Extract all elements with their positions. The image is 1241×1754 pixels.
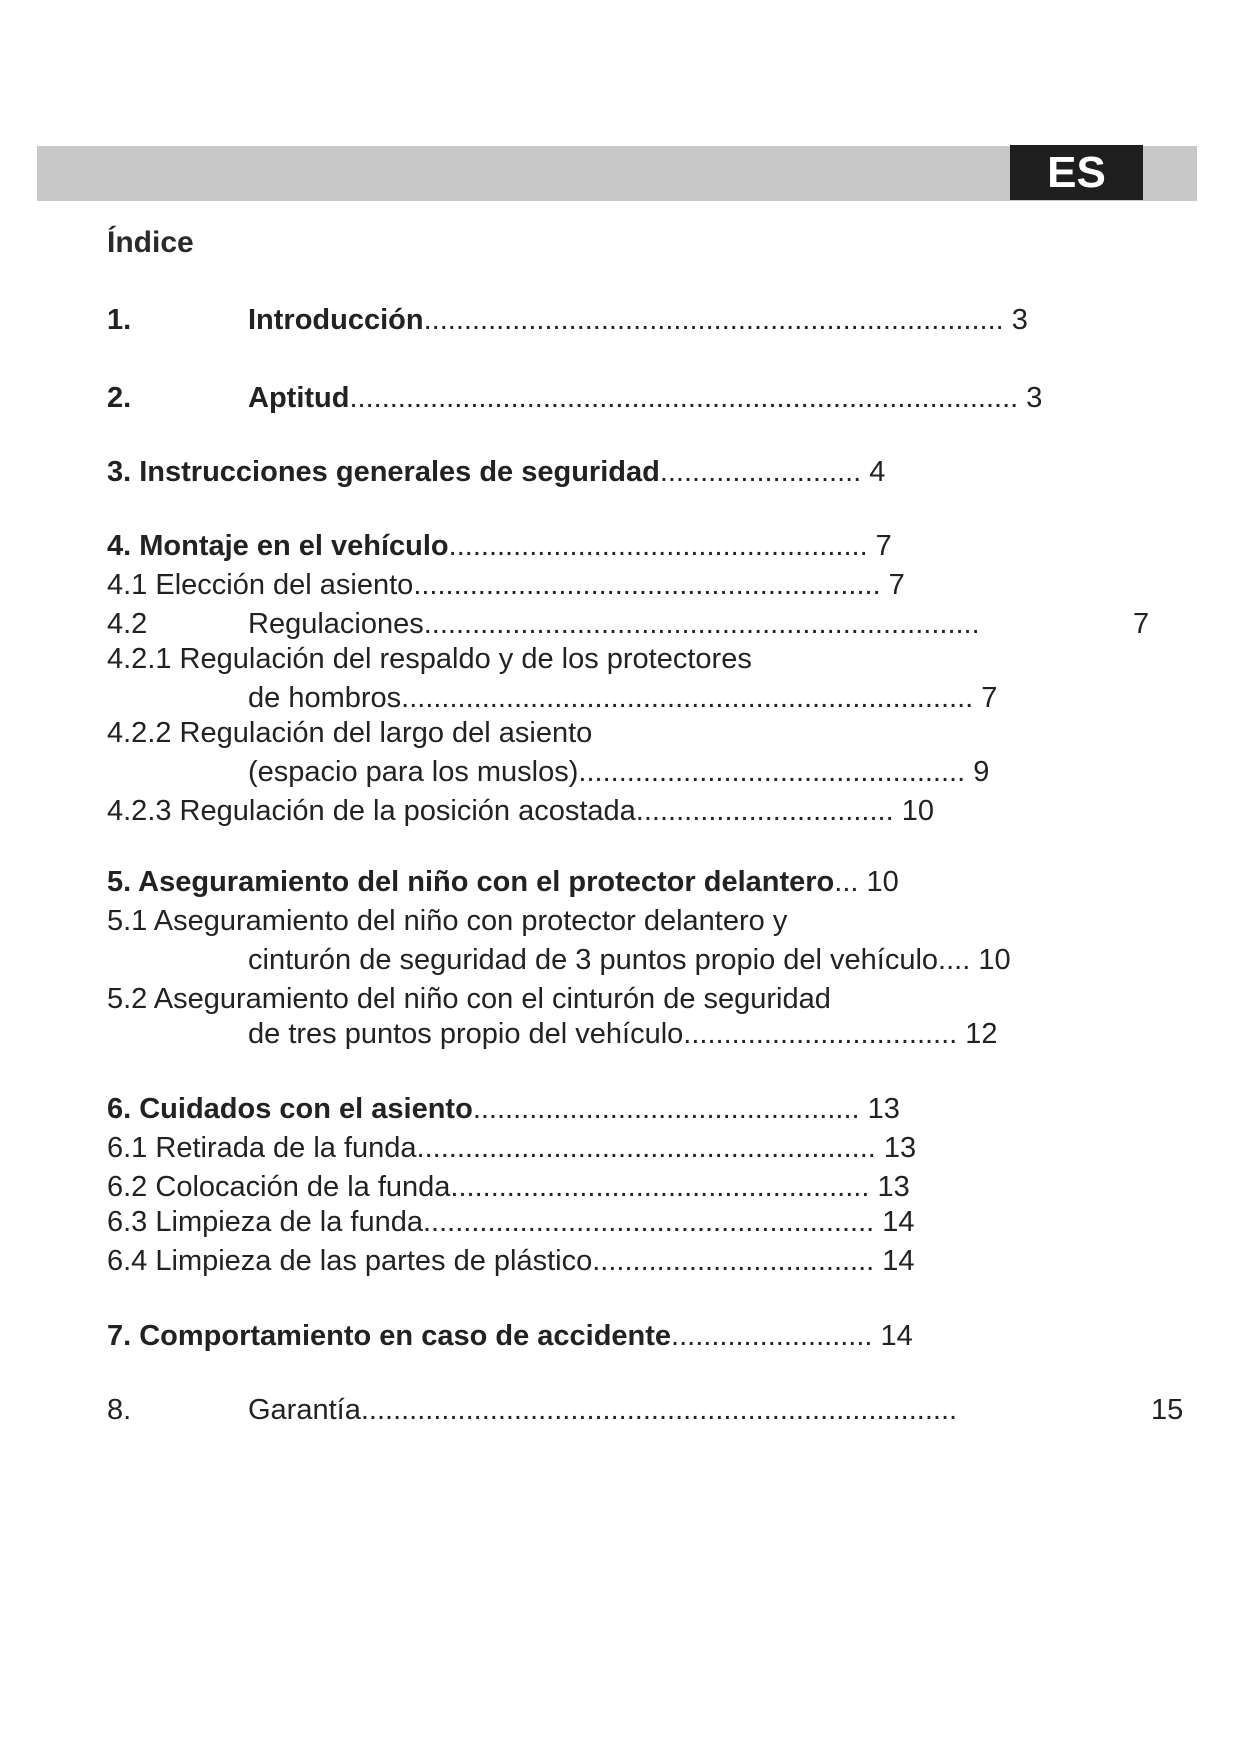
toc-entry-dots: ................................................................................... 3 (349, 382, 1043, 414)
toc-entry-dots: ................................................ 13 (472, 1093, 900, 1125)
toc-entry-aptitud[interactable] (248, 380, 1042, 416)
language-badge: ES (1010, 145, 1143, 200)
toc-entry-montaje[interactable] (107, 528, 892, 564)
toc-page-number: 7 (1133, 608, 1150, 640)
toc-number: 8. (107, 1394, 132, 1426)
toc-entry-regulacion-largo-cont[interactable]: (espacio para los muslos)................................................ 9 (248, 756, 990, 788)
toc-number: 1. (107, 304, 132, 336)
toc-entry-label: 7. Comportamiento en caso de accidente (107, 1320, 672, 1352)
toc-entry-regulacion-respaldo[interactable]: 4.2.1 Regulación del respaldo y de los protectores (107, 643, 752, 675)
toc-entry-protector-delantero[interactable]: 5.1 Aseguramiento del niño con protector delantero y (107, 905, 788, 937)
toc-entry-dots: ... 10 (834, 866, 899, 898)
toc-entry-label: 5. Aseguramiento del niño con el protector delantero (107, 866, 835, 898)
toc-entry-dots: ......................... 4 (659, 456, 886, 488)
toc-entry-dots: ........................................................................ 3 (423, 304, 1028, 336)
toc-page-number: 15 (1151, 1394, 1184, 1426)
toc-entry-regulacion-respaldo-cont[interactable]: de hombros....................................................................... 7 (248, 682, 998, 714)
toc-number: 2. (107, 382, 132, 414)
toc-entry-accidente[interactable] (107, 1318, 913, 1354)
toc-entry-aseguramiento[interactable] (107, 864, 899, 900)
toc-entry-label: 4. Montaje en el vehículo (107, 530, 449, 562)
toc-entry-regulacion-largo[interactable]: 4.2.2 Regulación del largo del asiento (107, 717, 593, 749)
toc-entry-instrucciones-seguridad[interactable] (107, 454, 885, 490)
toc-entry-eleccion-asiento[interactable]: 4.1 Elección del asiento.......................................................... 7 (107, 569, 905, 601)
toc-number: 4.2 (107, 608, 148, 640)
toc-entry-introduccion[interactable] (248, 302, 1028, 338)
toc-entry-cinturon-cont[interactable]: de tres puntos propio del vehículo.................................. 12 (248, 1018, 998, 1050)
toc-entry-limpieza-funda[interactable]: 6.3 Limpieza de la funda........................................................ 14 (107, 1206, 915, 1238)
toc-entry-retirada-funda[interactable]: 6.1 Retirada de la funda......................................................... 13 (107, 1132, 917, 1164)
toc-entry-protector-delantero-cont[interactable]: cinturón de seguridad de 3 puntos propio del vehículo.... 10 (248, 944, 1011, 976)
toc-entry-cuidados[interactable] (107, 1091, 900, 1127)
toc-entry-label: 6. Cuidados con el asiento (107, 1093, 473, 1125)
toc-entry-posicion-acostada[interactable]: 4.2.3 Regulación de la posición acostada................................ 10 (107, 795, 934, 827)
toc-entry-cinturon[interactable]: 5.2 Aseguramiento del niño con el cinturón de seguridad (107, 983, 831, 1015)
toc-entry-label: 3. Instrucciones generales de seguridad (107, 456, 660, 488)
toc-entry-regulaciones[interactable]: Regulaciones..................................................................... (248, 608, 980, 640)
toc-entry-dots: .................................................... 7 (448, 530, 892, 562)
toc-entry-label: Introducción (248, 304, 424, 336)
toc-entry-garantia[interactable]: Garantía.......................................................................... (248, 1394, 958, 1426)
toc-entry-dots: ......................... 14 (671, 1320, 913, 1352)
toc-entry-label: Aptitud (248, 382, 350, 414)
toc-entry-colocacion-funda[interactable]: 6.2 Colocación de la funda.................................................... 13 (107, 1171, 910, 1203)
page-title: Índice (107, 226, 194, 259)
toc-entry-limpieza-plastico[interactable]: 6.4 Limpieza de las partes de plástico................................... 14 (107, 1245, 915, 1277)
